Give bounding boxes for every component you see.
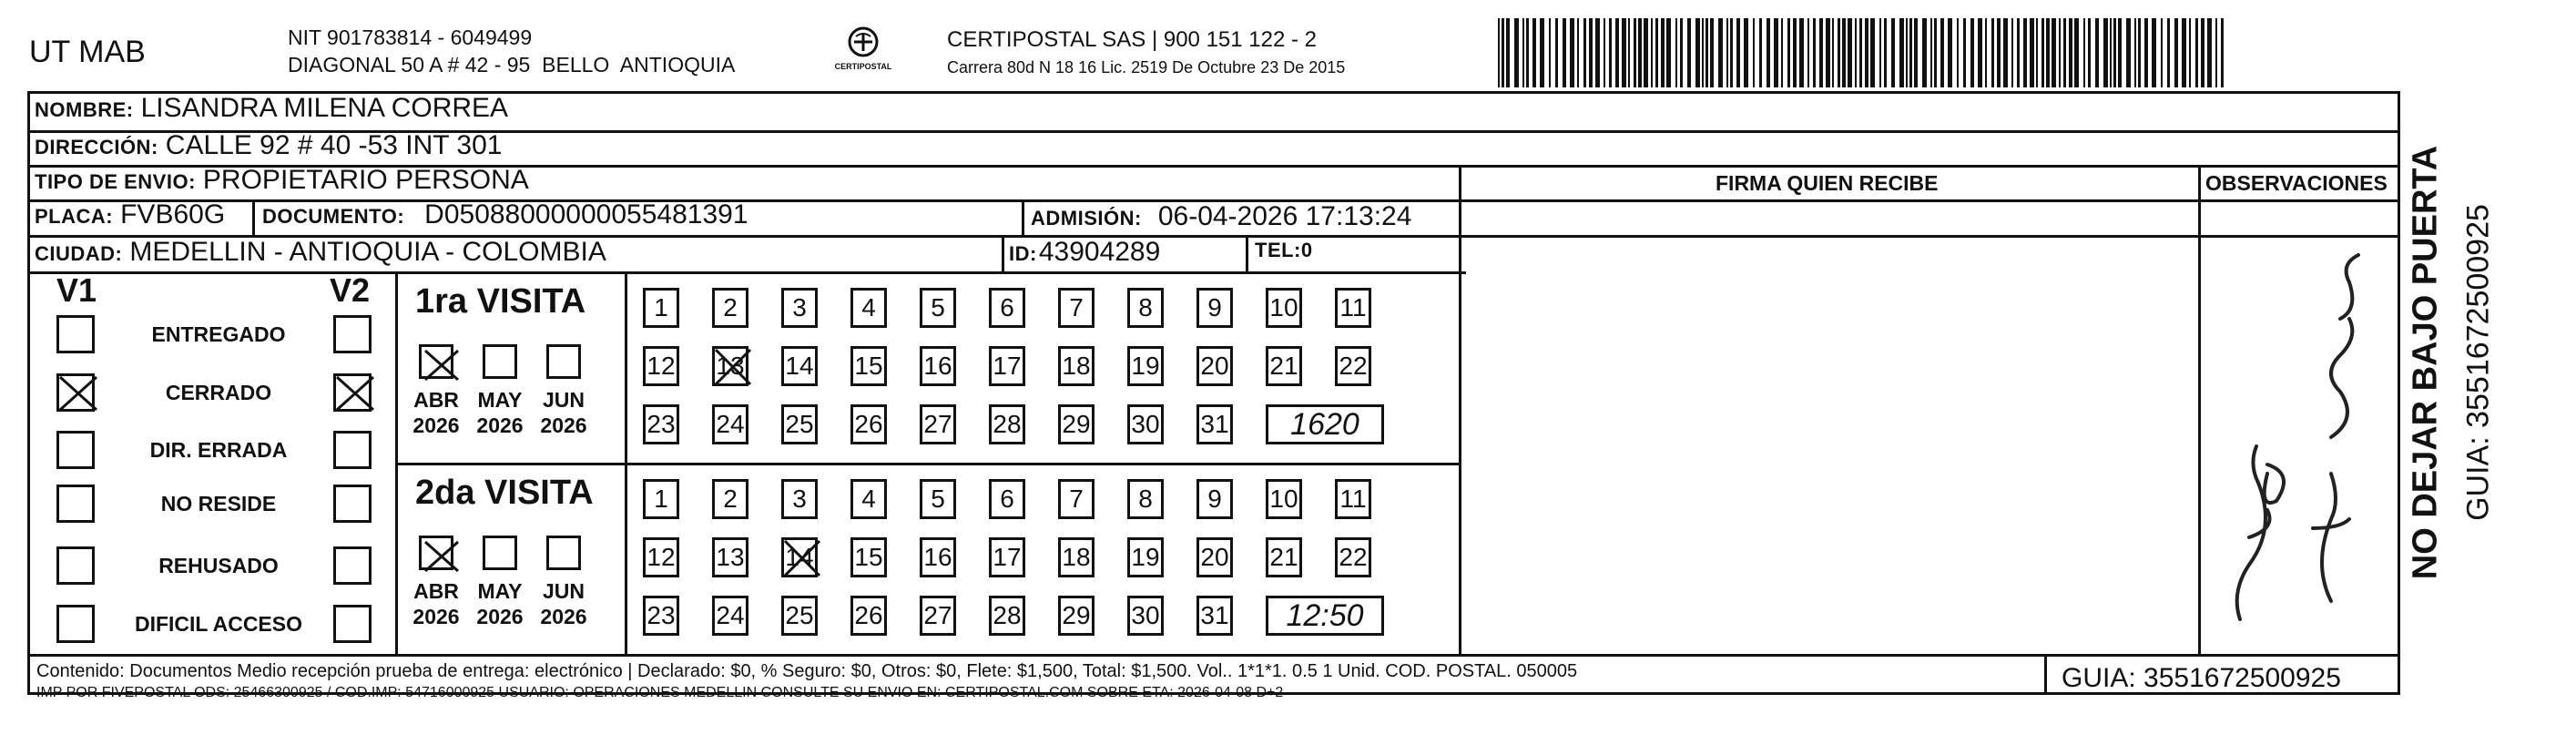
status-v1-checkbox[interactable]	[56, 431, 95, 469]
status-label: CERRADO	[165, 381, 272, 404]
day-cell[interactable]: 4	[850, 479, 887, 519]
month-label: MAY	[477, 579, 523, 603]
observation-signature	[2222, 237, 2377, 638]
month-year: 2026	[476, 605, 524, 628]
day-cell[interactable]: 16	[920, 537, 956, 577]
month-label: ABR	[413, 388, 459, 412]
day-cell[interactable]: 9	[1196, 288, 1233, 328]
day-cell[interactable]: 22	[1335, 537, 1371, 577]
day-cell[interactable]: 17	[989, 346, 1025, 386]
month-checkbox[interactable]	[483, 344, 517, 379]
company-nit: NIT 901783814 - 6049499	[288, 26, 533, 49]
day-cell[interactable]: 1	[643, 479, 679, 519]
day-cell[interactable]: 3	[781, 288, 818, 328]
status-label: DIFICIL ACCESO	[134, 612, 302, 636]
ciudad-field	[35, 237, 606, 268]
placa-label: PLACA:	[35, 205, 114, 228]
status-v2-checkbox[interactable]	[333, 431, 372, 469]
nombre-value: LISANDRA MILENA CORREA	[140, 93, 509, 123]
month-label: JUN	[542, 388, 585, 412]
direccion-field	[35, 130, 502, 161]
day-cell[interactable]: 31	[1196, 404, 1233, 444]
status-label: NO RESIDE	[160, 492, 277, 515]
day-cell[interactable]: 24	[712, 404, 748, 444]
status-v2-checkbox[interactable]	[333, 315, 372, 353]
footer-imp: IMP POR FIVEPOSTAL ODS: 25466300925 / COD.IMP: 54716000925 USUARIO: OPERACIONES MEDELLIN CONSULTE SU ENVIO EN: CERTIPOSTAL.COM SOBRE ETA: 2026-04-08 D+2	[36, 685, 1284, 700]
observaciones-label: OBSERVACIONES	[2205, 171, 2388, 195]
day-cell[interactable]: 31	[1196, 596, 1233, 636]
day-cell[interactable]: 23	[643, 404, 679, 444]
day-cell[interactable]: 13	[712, 346, 748, 386]
day-cell[interactable]: 7	[1058, 288, 1095, 328]
tipo-envio-label: TIPO DE ENVIO:	[35, 170, 196, 193]
company-address: DIAGONAL 50 A # 42 - 95 BELLO ANTIOQUIA	[288, 53, 736, 77]
direccion-label: DIRECCIÓN:	[35, 136, 158, 158]
footer-guia: GUIA: 3551672500925	[2062, 663, 2341, 693]
day-cell[interactable]: 29	[1058, 596, 1095, 636]
nombre-label: NOMBRE:	[35, 98, 134, 121]
footer-contenido: Contenido: Documentos Medio recepción prueba de entrega: electrónico | Declarado: $0, % Seguro: $0, Otros: $0, Flete: $1,500, Total: $1,500. Vol.. 1*1*1. 0.5 1 Unid. COD. POSTAL. 050005	[36, 661, 1578, 681]
month-checkbox[interactable]	[419, 536, 453, 570]
id-field	[1009, 237, 1160, 268]
tel-value: 0	[1300, 239, 1313, 261]
day-cell[interactable]: 3	[781, 479, 818, 519]
month-checkbox[interactable]	[546, 536, 581, 570]
day-cell[interactable]: 2	[712, 288, 748, 328]
day-cell[interactable]: 6	[989, 479, 1025, 519]
check-mark-icon	[333, 373, 377, 417]
day-cell[interactable]: 18	[1058, 346, 1095, 386]
day-cell[interactable]: 27	[920, 596, 956, 636]
day-cell[interactable]: 20	[1196, 346, 1233, 386]
month-label: JUN	[542, 579, 585, 603]
day-cell[interactable]: 14	[781, 537, 818, 577]
day-cell[interactable]: 22	[1335, 346, 1371, 386]
status-label: ENTREGADO	[151, 322, 286, 346]
day-cell[interactable]: 2	[712, 479, 748, 519]
visit-time[interactable]: 1620	[1266, 404, 1384, 444]
tel-field	[1255, 239, 1313, 262]
month-checkbox[interactable]	[483, 536, 517, 570]
status-v1-checkbox[interactable]	[56, 605, 95, 643]
status-v2-checkbox[interactable]	[333, 373, 372, 412]
id-value: 43904289	[1038, 237, 1161, 267]
v2-label: V2	[330, 271, 371, 309]
month-label: MAY	[477, 388, 523, 412]
month-year: 2026	[540, 413, 587, 437]
day-cell[interactable]: 8	[1127, 479, 1164, 519]
day-cell[interactable]: 26	[850, 404, 887, 444]
day-cell[interactable]: 19	[1127, 537, 1164, 577]
admision-label: ADMISIÓN:	[1031, 207, 1142, 230]
visit-time[interactable]: 12:50	[1266, 596, 1384, 636]
status-label: DIR. ERRADA	[149, 438, 288, 462]
day-cell[interactable]: 25	[781, 404, 818, 444]
admision-field	[1031, 201, 1411, 232]
day-cell[interactable]: 30	[1127, 404, 1164, 444]
day-cell[interactable]: 28	[989, 596, 1025, 636]
day-cell[interactable]: 24	[712, 596, 748, 636]
direccion-value: CALLE 92 # 40 -53 INT 301	[165, 130, 503, 160]
admision-value: 06-04-2026 17:13:24	[1157, 201, 1412, 231]
day-cell[interactable]: 27	[920, 404, 956, 444]
ciudad-value: MEDELLIN - ANTIOQUIA - COLOMBIA	[129, 237, 606, 267]
day-cell[interactable]: 15	[850, 346, 887, 386]
day-cell[interactable]: 16	[920, 346, 956, 386]
logo-text: CERTIPOSTAL	[834, 62, 892, 71]
day-cell[interactable]: 30	[1127, 596, 1164, 636]
carrier-name: CERTIPOSTAL SAS | 900 151 122 - 2	[947, 27, 1317, 52]
check-mark-icon	[712, 346, 754, 392]
status-v1-checkbox[interactable]	[56, 485, 95, 523]
check-mark-icon	[422, 347, 462, 387]
day-cell[interactable]: 12	[643, 346, 679, 386]
month-year: 2026	[412, 413, 460, 437]
month-checkbox[interactable]	[546, 344, 581, 379]
side-guia: GUIA: 3551672500925	[2460, 204, 2496, 521]
ciudad-label: CIUDAD:	[35, 242, 123, 265]
status-v1-checkbox[interactable]	[56, 373, 95, 412]
day-cell[interactable]: 20	[1196, 537, 1233, 577]
status-v1-checkbox[interactable]	[56, 546, 95, 585]
day-cell[interactable]: 4	[850, 288, 887, 328]
side-warning: NO DEJAR BAJO PUERTA	[2406, 145, 2445, 580]
placa-value: FVB60G	[120, 199, 226, 230]
documento-label: DOCUMENTO:	[262, 205, 405, 228]
day-cell[interactable]: 21	[1266, 346, 1302, 386]
status-v2-checkbox[interactable]	[333, 546, 372, 585]
carrier-license: Carrera 80d N 18 16 Lic. 2519 De Octubre 23 De 2015	[947, 58, 1346, 77]
day-cell[interactable]: 21	[1266, 537, 1302, 577]
month-year: 2026	[540, 605, 587, 628]
status-v1-checkbox[interactable]	[56, 315, 95, 353]
tipo-envio-value: PROPIETARIO PERSONA	[202, 165, 529, 195]
day-cell[interactable]: 15	[850, 537, 887, 577]
day-cell[interactable]: 17	[989, 537, 1025, 577]
day-cell[interactable]: 23	[643, 596, 679, 636]
day-cell[interactable]: 10	[1266, 288, 1302, 328]
id-label: ID:	[1009, 242, 1037, 265]
month-year: 2026	[412, 605, 460, 628]
day-cell[interactable]: 14	[781, 346, 818, 386]
tel-label: TEL:	[1255, 239, 1301, 261]
placa-field	[35, 199, 225, 230]
day-cell[interactable]: 5	[920, 288, 956, 328]
month-year: 2026	[476, 413, 524, 437]
visit-title: 2da VISITA	[415, 474, 594, 512]
documento-value: D05088000000055481391	[424, 199, 748, 230]
day-cell[interactable]: 11	[1335, 479, 1371, 519]
day-cell[interactable]: 12	[643, 537, 679, 577]
day-cell[interactable]: 8	[1127, 288, 1164, 328]
day-cell[interactable]: 26	[850, 596, 887, 636]
tipo-envio-field	[35, 165, 529, 196]
status-v2-checkbox[interactable]	[333, 605, 372, 643]
day-cell[interactable]: 13	[712, 537, 748, 577]
nombre-field	[35, 93, 508, 124]
v1-label: V1	[56, 271, 97, 309]
day-cell[interactable]: 1	[643, 288, 679, 328]
certipostal-logo	[830, 26, 896, 77]
month-label: ABR	[413, 579, 459, 603]
day-cell[interactable]: 25	[781, 596, 818, 636]
day-cell[interactable]: 5	[920, 479, 956, 519]
check-mark-icon	[56, 373, 100, 417]
check-mark-icon	[781, 537, 823, 583]
day-cell[interactable]: 29	[1058, 404, 1095, 444]
day-cell[interactable]: 28	[989, 404, 1025, 444]
documento-field	[262, 199, 748, 230]
status-label: REHUSADO	[158, 554, 279, 577]
status-v2-checkbox[interactable]	[333, 485, 372, 523]
barcode	[1498, 18, 2231, 87]
day-cell[interactable]: 18	[1058, 537, 1095, 577]
day-cell[interactable]: 11	[1335, 288, 1371, 328]
company-name: UT MAB	[29, 35, 146, 69]
day-cell[interactable]: 7	[1058, 479, 1095, 519]
day-cell[interactable]: 9	[1196, 479, 1233, 519]
visit-title: 1ra VISITA	[415, 282, 586, 321]
check-mark-icon	[422, 538, 462, 578]
day-cell[interactable]: 6	[989, 288, 1025, 328]
firma-label: FIRMA QUIEN RECIBE	[1716, 171, 1939, 195]
day-cell[interactable]: 10	[1266, 479, 1302, 519]
day-cell[interactable]: 19	[1127, 346, 1164, 386]
month-checkbox[interactable]	[419, 344, 453, 379]
